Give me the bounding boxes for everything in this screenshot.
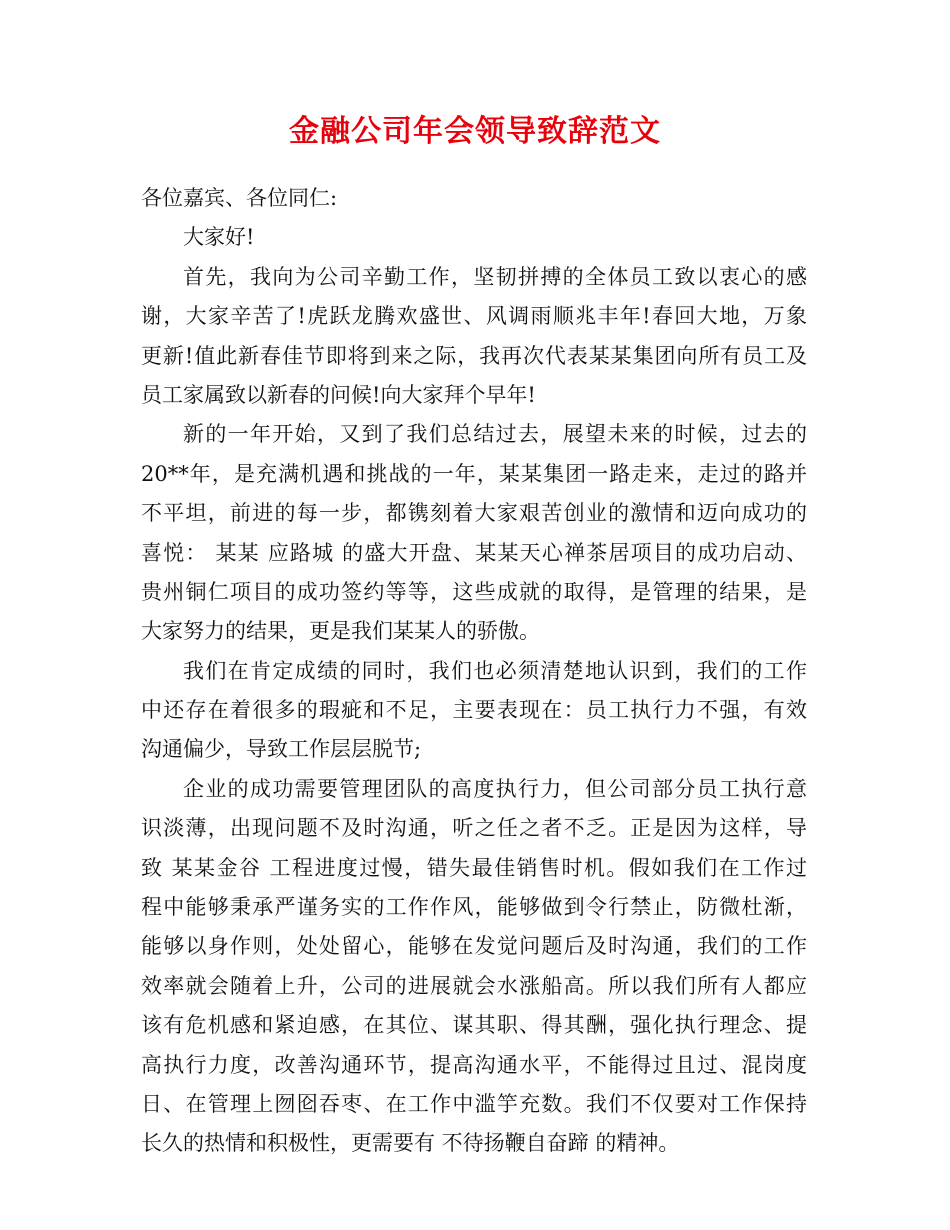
paragraph-3-line-2: 中还存在着很多的瑕疵和不足，主要表现在：员工执行力不强，有效 — [141, 698, 807, 723]
paragraph-2-line-2: 20**年，是充满机遇和挑战的一年，某某集团一路走来，走过的路并 — [141, 461, 807, 486]
paragraph-3-line-1: 我们在肯定成绩的同时，我们也必须清楚地认识到，我们的工作 — [183, 658, 807, 683]
paragraph-4-line-7: 该有危机感和紧迫感，在其位、谋其职、得其酬，强化执行理念、提 — [141, 1013, 807, 1038]
paragraph-2-line-6: 大家努力的结果，更是我们某某人的骄傲。 — [141, 619, 540, 644]
document-body — [141, 179, 807, 1164]
paragraph-1-line-1: 首先，我向为公司辛勤工作，坚韧拼搏的全体员工致以衷心的感 — [183, 264, 807, 289]
document-title: 金融公司年会领导致辞范文 — [289, 114, 661, 149]
greeting-line: 大家好! — [183, 225, 255, 250]
paragraph-4-line-1: 企业的成功需要管理团队的高度执行力，但公司部分员工执行意 — [183, 776, 807, 801]
paragraph-2-line-5: 贵州铜仁项目的成功签约等等，这些成就的取得，是管理的结果，是 — [141, 579, 807, 604]
paragraph-4-line-5: 能够以身作则，处处留心，能够在发觉问题后及时沟通，我们的工作 — [141, 934, 807, 959]
salutation-line: 各位嘉宾、各位同仁: — [141, 186, 338, 210]
paragraph-4-line-2: 识淡薄，出现问题不及时沟通，听之任之者不乏。正是因为这样，导 — [141, 816, 807, 841]
paragraph-4-line-6: 效率就会随着上升，公司的进展就会水涨船高。所以我们所有人都应 — [141, 973, 807, 998]
paragraph-2-line-4: 喜悦： 某某 应路城 的盛大开盘、某某天心禅茶居项目的成功启动、 — [141, 540, 807, 565]
paragraph-2-line-1: 新的一年开始，又到了我们总结过去，展望未来的时候，过去的 — [183, 422, 807, 447]
paragraph-4-line-4: 程中能够秉承严谨务实的工作作风，能够做到令行禁止，防微杜渐， — [141, 895, 807, 920]
paragraph-1-line-4: 员工家属致以新春的问候!向大家拜个早年! — [141, 382, 536, 407]
paragraph-2-line-3: 不平坦，前进的每一步，都镌刻着大家艰苦创业的激情和迈向成功的 — [141, 501, 807, 526]
paragraph-3-line-3: 沟通偏少，导致工作层层脱节; — [141, 737, 422, 762]
paragraph-4-line-8: 高执行力度，改善沟通环节，提高沟通水平，不能得过且过、混岗度 — [141, 1052, 807, 1077]
paragraph-1-line-3: 更新!值此新春佳节即将到来之际，我再次代表某某集团向所有员工及 — [141, 343, 807, 368]
paragraph-4-line-3: 致 某某金谷 工程进度过慢，错失最佳销售时机。假如我们在工作过 — [141, 855, 807, 880]
paragraph-4-line-10: 长久的热情和积极性，更需要有 不待扬鞭自奋蹄 的精神。 — [141, 1131, 680, 1156]
paragraph-4-line-9: 日、在管理上囫囵吞枣、在工作中滥竽充数。我们不仅要对工作保持 — [141, 1091, 807, 1116]
paragraph-1-line-2: 谢，大家辛苦了!虎跃龙腾欢盛世、风调雨顺兆丰年!春回大地，万象 — [141, 304, 807, 329]
